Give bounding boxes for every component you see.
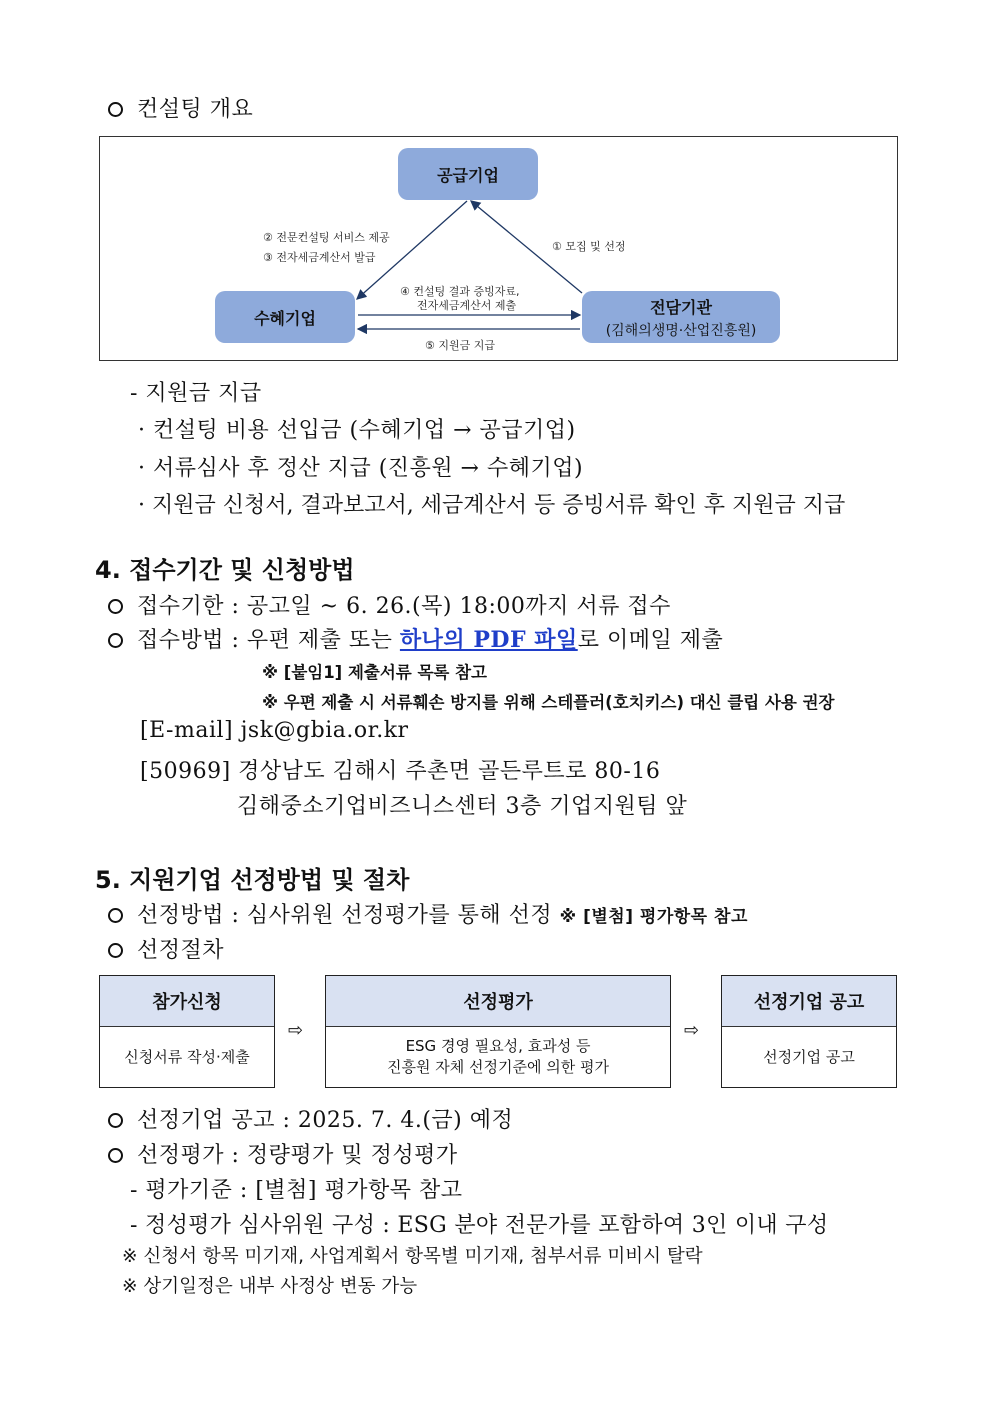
procedure-line <box>108 933 224 964</box>
step-evaluate-text-1: ESG 경영 필요성, 효과성 등 <box>405 1037 591 1055</box>
circle-bullet-icon <box>108 599 123 614</box>
selection-method-note: ※ [별첨] 평가항목 참고 <box>559 907 748 927</box>
committee-line: - 정성평가 심사위원 구성 : ESG 분야 전문가를 포함하여 3인 이내 구성 <box>130 1213 829 1238</box>
email-line: [E-mail] jsk@gbia.or.kr <box>140 718 409 743</box>
agency-title: 전담기관 <box>650 297 712 317</box>
evaluation-text: 선정평가 : 정량평가 및 정성평가 <box>137 1143 458 1168</box>
address-line-1: [50969] 경상남도 김해시 주촌면 골든루트로 80-16 <box>140 759 661 784</box>
agency-subtitle: (김해의생명·산업진흥원) <box>605 322 757 339</box>
overview-heading <box>108 92 253 123</box>
label-payment: ⑤ 지원금 지급 <box>425 339 495 352</box>
agency-node <box>582 291 780 343</box>
step-apply-head: 참가신청 <box>100 976 274 1027</box>
circle-bullet-icon <box>108 102 123 117</box>
label-invoice: ③ 전자세금계산서 발급 <box>263 251 376 264</box>
step-apply <box>99 975 275 1088</box>
step-apply-body <box>100 1027 274 1087</box>
evaluation-line <box>108 1138 458 1169</box>
criteria-line: - 평가기준 : [별첨] 평가항목 참고 <box>130 1178 463 1203</box>
step-evaluate <box>325 975 671 1088</box>
announce-text: 선정기업 공고 : 2025. 7. 4.(금) 예정 <box>137 1108 514 1133</box>
payment-header: - 지원금 지급 <box>130 381 262 406</box>
step-announce-text: 선정기업 공고 <box>763 1047 855 1066</box>
right-arrow-icon: ⇨ <box>288 1020 304 1041</box>
section5-title: 5. 지원기업 선정방법 및 절차 <box>95 866 410 894</box>
step-announce-head: 선정기업 공고 <box>722 976 896 1027</box>
method-prefix: 접수방법 : 우편 제출 또는 <box>137 628 400 653</box>
section4-title: 4. 접수기간 및 신청방법 <box>95 556 355 584</box>
supplier-node <box>398 148 538 200</box>
label-service: ② 전문컨설팅 서비스 제공 <box>263 231 390 244</box>
announce-line <box>108 1103 513 1134</box>
address-line-2: 김해중소기업비즈니스센터 3층 기업지원팀 앞 <box>237 794 688 819</box>
label-submit-b: 전자세금계산서 제출 <box>417 299 517 312</box>
deadline-text: 접수기한 : 공고일 ~ 6. 26.(목) 18:00까지 서류 접수 <box>137 594 671 619</box>
label-recruit: ① 모집 및 선정 <box>552 240 626 253</box>
step-announce <box>721 975 897 1088</box>
right-arrow-icon: ⇨ <box>684 1020 700 1041</box>
circle-bullet-icon <box>108 633 123 648</box>
recipient-node <box>215 291 355 343</box>
attachment-note: ※ [붙임1] 제출서류 목록 참고 <box>262 663 487 682</box>
label-submit-a: ④ 컨설팅 결과 증빙자료, <box>400 285 520 298</box>
circle-bullet-icon <box>108 908 123 923</box>
step-evaluate-head: 선정평가 <box>326 976 670 1027</box>
procedure-text: 선정절차 <box>137 938 225 963</box>
deadline-line <box>108 589 671 620</box>
notice-line-2: ※ 상기일정은 내부 사정상 변동 가능 <box>122 1276 418 1297</box>
circle-bullet-icon <box>108 1148 123 1163</box>
pdf-file-link[interactable]: 하나의 PDF 파일 <box>399 627 578 653</box>
recipient-label: 수혜기업 <box>254 308 316 328</box>
step-apply-text: 신청서류 작성·제출 <box>124 1047 250 1066</box>
payment-item: · 컨설팅 비용 선입금 (수혜기업 → 공급기업) <box>138 418 576 443</box>
circle-bullet-icon <box>108 943 123 958</box>
selection-method-text: 선정방법 : 심사위원 선정평가를 통해 선정 <box>137 903 560 928</box>
notice-line-1: ※ 신청서 항목 미기재, 사업계획서 항목별 미기재, 첨부서류 미비시 탈락 <box>122 1246 703 1267</box>
step-evaluate-text-2: 진흥원 자체 선정기준에 의한 평가 <box>387 1058 609 1076</box>
supplier-label: 공급기업 <box>437 165 499 185</box>
method-line <box>108 623 723 654</box>
mail-note: ※ 우편 제출 시 서류훼손 방지를 위해 스테플러(호치키스) 대신 클립 사용 권장 <box>262 693 835 712</box>
payment-item: · 서류심사 후 정산 지급 (진흥원 → 수혜기업) <box>138 456 584 481</box>
method-suffix: 로 이메일 제출 <box>577 628 724 653</box>
circle-bullet-icon <box>108 1113 123 1128</box>
consulting-diagram <box>99 136 898 361</box>
overview-title: 컨설팅 개요 <box>137 97 254 122</box>
payment-item: · 지원금 신청서, 결과보고서, 세금계산서 등 증빙서류 확인 후 지원금 지급 <box>138 493 846 518</box>
step-announce-body <box>722 1027 896 1087</box>
selection-method-line <box>108 898 748 929</box>
step-evaluate-body <box>326 1027 670 1087</box>
